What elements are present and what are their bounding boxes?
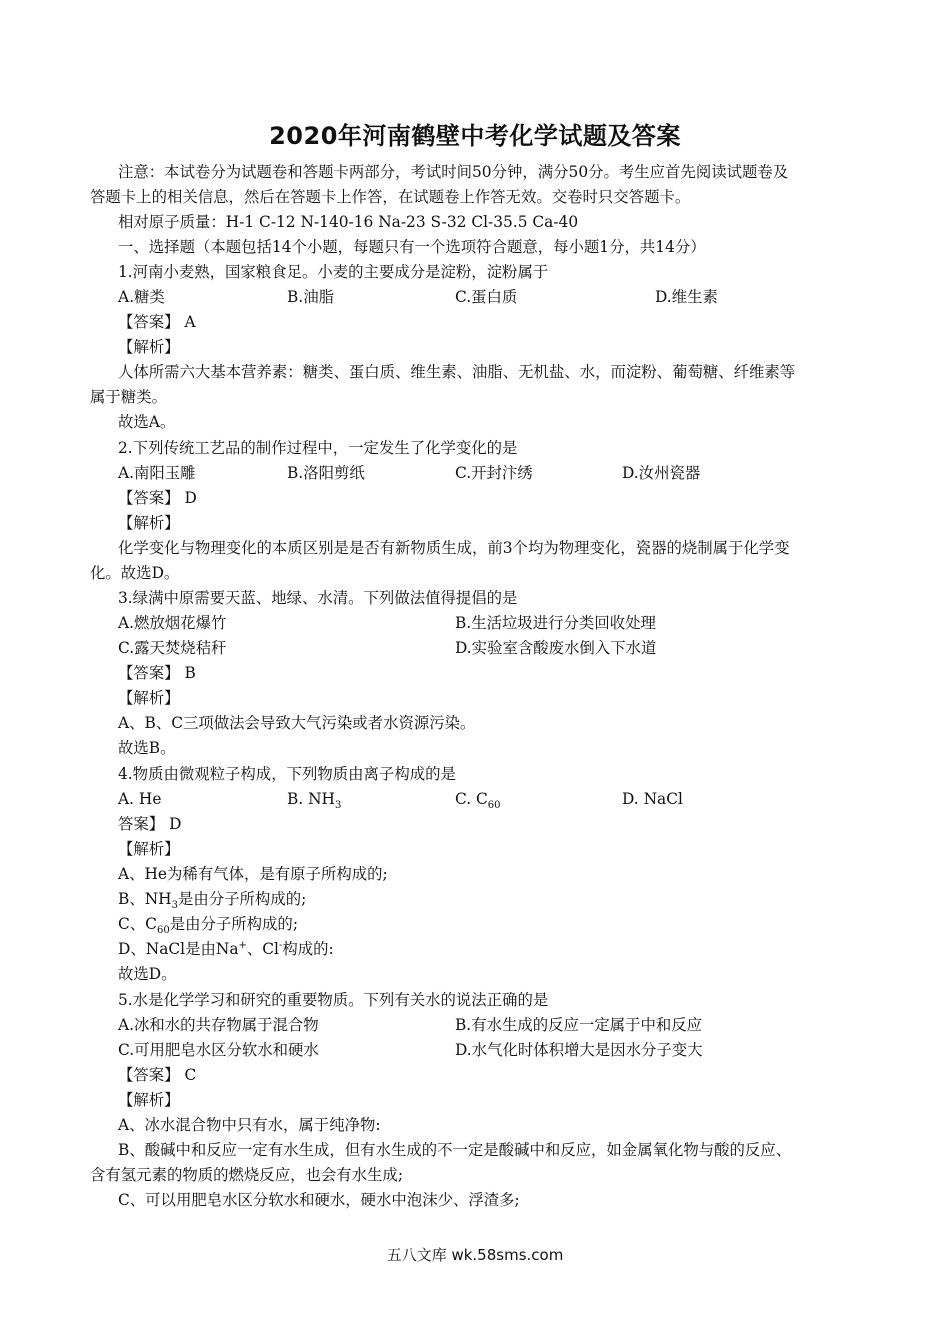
q5-analysis-b2: 含有氢元素的物质的燃烧反应，也会有水生成; (90, 1166, 403, 1184)
q5-answer-line (118, 1063, 196, 1088)
page-title: 2020年河南鹤壁中考化学试题及答案 (269, 122, 681, 150)
atomic-mass-line: 相对原子质量：H-1 C-12 N-140-16 Na-23 S-32 Cl-35.5 Ca-40 (118, 213, 579, 231)
q4-option-a: A. He (118, 790, 162, 808)
q4-option-b: B. $NH_3$ (287, 790, 342, 812)
q1-option-b: B.油脂 (287, 288, 334, 306)
answer-label: 【答案】 (118, 489, 180, 507)
q3-answer-value: B (184, 664, 196, 682)
answer-label: 【答案】 (118, 313, 180, 331)
q3-option-a: A.燃放烟花爆竹 (118, 614, 227, 632)
q2-option-b: B.洛阳剪纸 (287, 464, 365, 482)
q1-answer-line (118, 310, 196, 335)
q5-option-a: A.冰和水的共存物属于混合物 (118, 1016, 319, 1034)
answer-label: 【答案】 (118, 664, 180, 682)
answer-label: 【答案】 (118, 1066, 180, 1084)
q2-option-a: A.南阳玉雕 (118, 464, 196, 482)
q2-answer-value: D (184, 489, 197, 507)
q1-option-a: A.糖类 (118, 288, 165, 306)
q4-analysis-a: A、He为稀有气体，是有原子所构成的; (118, 865, 388, 883)
q4-analysis-c: C、$C_{60}$是由分子所构成的; (118, 915, 298, 937)
q1-analysis-2: 属于糖类。 (90, 388, 167, 406)
question-1-stem: 1.河南小麦熟，国家粮食足。小麦的主要成分是淀粉，淀粉属于 (118, 263, 549, 281)
q2-answer-line (118, 486, 197, 511)
q3-answer-line (118, 661, 196, 686)
q4-option-d: D. NaCl (622, 790, 683, 808)
question-4-stem: 4.物质由微观粒子构成，下列物质由离子构成的是 (118, 765, 456, 783)
q2-analysis-label: 【解析】 (118, 514, 180, 532)
q5-answer-value: C (184, 1066, 197, 1084)
q3-option-d: D.实验室含酸废水倒入下水道 (455, 639, 657, 657)
q5-analysis-a: A、冰水混合物中只有水，属于纯净物: (118, 1116, 381, 1134)
q4-analysis-d: D、NaCl是由Na+、Cl-构成的: (118, 939, 334, 958)
q4-conclusion: 故选D。 (118, 965, 177, 983)
q1-option-d: D.维生素 (655, 288, 718, 306)
q1-option-c: C.蛋白质 (455, 288, 518, 306)
q1-conclusion: 故选A。 (118, 413, 176, 431)
question-3-stem: 3.绿满中原需要天蓝、地绿、水清。下列做法值得提倡的是 (118, 589, 518, 607)
answer-label: 答案】 (118, 815, 165, 833)
q4-answer-value: D (169, 815, 182, 833)
q4-option-c: C. $C_{60}$ (455, 790, 501, 812)
q1-analysis-label: 【解析】 (118, 338, 180, 356)
q1-answer-value: A (184, 313, 196, 331)
q3-analysis-1: A、B、C三项做法会导致大气污染或者水资源污染。 (118, 714, 476, 732)
q2-analysis-2: 化。故选D。 (90, 564, 180, 582)
q4-answer-line (118, 812, 181, 837)
q5-option-d: D.水气化时体积增大是因水分子变大 (455, 1041, 703, 1059)
q2-option-d: D.汝州瓷器 (622, 464, 701, 482)
notice-line-1: 注意：本试卷分为试题卷和答题卡两部分，考试时间50分钟，满分50分。考生应首先阅读试题卷及 (118, 163, 789, 181)
q1-analysis-1: 人体所需六大基本营养素：糖类、蛋白质、维生素、油脂、无机盐、水，而淀粉、葡萄糖、纤维素等 (118, 363, 796, 381)
question-5-stem: 5.水是化学学习和研究的重要物质。下列有关水的说法正确的是 (118, 991, 549, 1009)
q3-analysis-label: 【解析】 (118, 689, 180, 707)
q3-option-c: C.露天焚烧秸秆 (118, 639, 227, 657)
q5-analysis-b1: B、酸碱中和反应一定有水生成，但有水生成的不一定是酸碱中和反应，如金属氧化物与酸的反应、 (118, 1141, 792, 1159)
q5-analysis-label: 【解析】 (118, 1091, 180, 1109)
q5-option-b: B.有水生成的反应一定属于中和反应 (455, 1016, 703, 1034)
q5-option-c: C.可用肥皂水区分软水和硬水 (118, 1041, 319, 1059)
section-heading: 一、选择题（本题包括14个小题，每题只有一个选项符合题意，每小题1分，共14分） (118, 238, 706, 256)
q4-analysis-label: 【解析】 (118, 840, 180, 858)
q5-analysis-c: C、可以用肥皂水区分软水和硬水，硬水中泡沫少、浮渣多; (118, 1191, 520, 1209)
question-2-stem: 2.下列传统工艺品的制作过程中，一定发生了化学变化的是 (118, 439, 518, 457)
q3-conclusion: 故选B。 (118, 739, 176, 757)
q2-option-c: C.开封汴绣 (455, 464, 533, 482)
q4-analysis-b: B、$NH_3$是由分子所构成的; (118, 890, 307, 912)
footer-watermark: 五八文库 wk.58sms.com (386, 1246, 564, 1264)
q3-option-b: B.生活垃圾进行分类回收处理 (455, 614, 656, 632)
notice-line-2: 答题卡上的相关信息，然后在答题卡上作答，在试题卷上作答无效。交卷时只交答题卡。 (90, 188, 691, 206)
q2-analysis-1: 化学变化与物理变化的本质区别是是否有新物质生成，前3个均为物理变化，瓷器的烧制属于化学变 (118, 539, 790, 557)
